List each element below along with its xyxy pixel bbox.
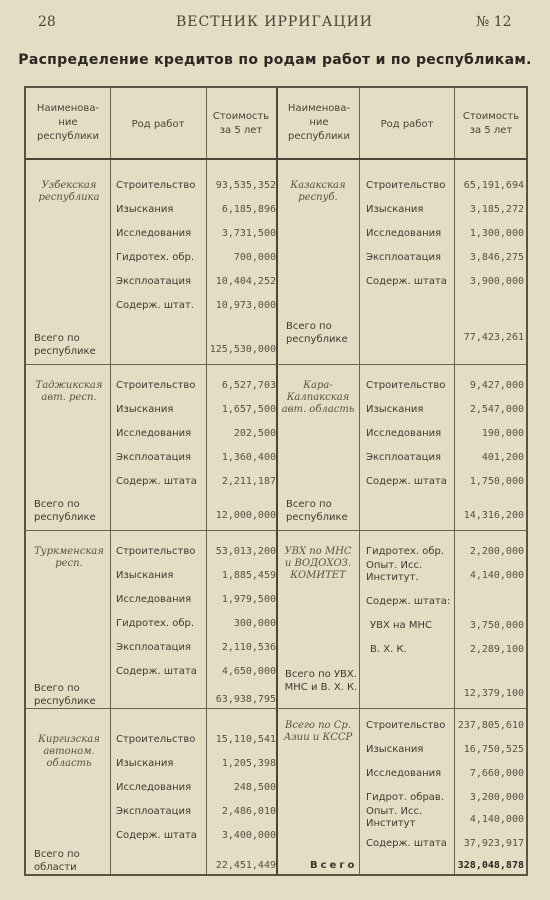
republic-name: УВХ по МНС и ВОДОХОЗ. КОМИТЕТ — [284, 546, 352, 581]
republic-name: Туркменская респ. — [34, 546, 104, 569]
work-type: Гидрот. обрав. — [366, 792, 444, 803]
col-header-name-right: Наименова-ние республики — [287, 103, 351, 142]
total-value: 12,000,000 — [215, 510, 276, 521]
table-title: Распределение кредитов по родам работ и по республикам. — [18, 52, 532, 68]
cost-value: 1,885,459 — [221, 570, 276, 581]
total-label: Всего по республике — [34, 683, 96, 707]
work-type: Исследования — [366, 428, 442, 439]
work-type: Изыскания — [116, 404, 174, 415]
total-value: 63,938,795 — [215, 694, 276, 705]
work-type: Содерж. штата — [116, 830, 197, 841]
section-rule — [26, 708, 526, 709]
running-header — [0, 14, 550, 36]
republic-name: Киргизская автоном. область — [38, 734, 100, 769]
work-type: Строительство — [366, 720, 446, 731]
cost-value: 15,110,541 — [215, 734, 276, 745]
cost-value: 1,979,500 — [221, 594, 276, 605]
cost-value: 7,660,000 — [469, 768, 524, 779]
work-type: Содерж. штата — [116, 476, 197, 487]
cost-value: 190,000 — [481, 428, 524, 439]
total-label: Всего по республике — [286, 499, 348, 523]
center-rule — [276, 88, 278, 874]
work-type: Изыскания — [116, 570, 174, 581]
cost-value: 2,200,000 — [469, 546, 524, 557]
cost-value: 1,300,000 — [469, 228, 524, 239]
republic-name: Казакская респуб. — [290, 180, 346, 203]
work-type: Изыскания — [366, 204, 424, 215]
cost-value: 1,360,400 — [221, 452, 276, 463]
total-label: Всего по республике — [34, 333, 96, 357]
cost-value: 3,750,000 — [469, 620, 524, 631]
work-type: Изыскания — [116, 204, 174, 215]
cost-value: 1,657,500 — [221, 404, 276, 415]
work-type: Строительство — [366, 380, 446, 391]
column-rule — [110, 88, 111, 874]
cost-value: 93,535,352 — [215, 180, 276, 191]
cost-value: 6,527,703 — [221, 380, 276, 391]
work-type: Эксплоатация — [116, 452, 191, 463]
total-label: Всего по республике — [286, 321, 348, 345]
work-type: УВХ на МНС — [370, 620, 432, 631]
cost-value: 700,000 — [233, 252, 276, 263]
total-value: 125,530,000 — [209, 344, 276, 355]
cost-value: 3,400,000 — [221, 830, 276, 841]
issue-number: № 12 — [476, 14, 512, 30]
work-type: Изыскания — [116, 758, 174, 769]
work-type: Эксплоатация — [116, 276, 191, 287]
total-label: Всего по области — [34, 849, 80, 873]
cost-value: 3,185,272 — [469, 204, 524, 215]
grand-total-value: 328,048,878 — [457, 860, 524, 871]
work-type: Исследования — [116, 782, 192, 793]
republic-name: Всего по Ср. Азии и КССР — [283, 720, 353, 743]
work-type: Строительство — [116, 734, 196, 745]
cost-value: 2,110,536 — [221, 642, 276, 653]
col-header-cost-right: Стоимость за 5 лет — [462, 111, 520, 136]
work-type: Исследования — [116, 228, 192, 239]
work-type: Строительство — [366, 180, 446, 191]
cost-value: 6,185,896 — [221, 204, 276, 215]
work-type: Изыскания — [366, 404, 424, 415]
cost-value: 2,289,100 — [469, 644, 524, 655]
cost-value: 3,731,500 — [221, 228, 276, 239]
work-type: Содерж. штата — [366, 276, 447, 287]
work-type: Содерж. штата — [366, 476, 447, 487]
cost-value: 202,500 — [233, 428, 276, 439]
republic-name: Кара-Калпакская авт. область — [281, 380, 355, 415]
section-rule — [26, 364, 526, 365]
work-type: Эксплоатация — [116, 806, 191, 817]
grand-total-label: Всего — [310, 860, 358, 871]
cost-value: 3,846,275 — [469, 252, 524, 263]
col-header-cost-left: Стоимость за 5 лет — [212, 111, 270, 136]
work-type: Содерж. штат. — [116, 300, 194, 311]
cost-value: 2,486,010 — [221, 806, 276, 817]
cost-value: 16,750,525 — [463, 744, 524, 755]
cost-value: 2,547,000 — [469, 404, 524, 415]
republic-name: Таджикская авт. респ. — [35, 380, 103, 403]
cost-value: 10,404,252 — [215, 276, 276, 287]
total-value: 14,316,200 — [463, 510, 524, 521]
work-type: Исследования — [366, 768, 442, 779]
cost-value: 4,140,000 — [469, 570, 524, 581]
work-type: Изыскания — [366, 744, 424, 755]
cost-value: 10,973,000 — [215, 300, 276, 311]
total-value: 22,451,449 — [215, 860, 276, 871]
cost-value: 1,205,398 — [221, 758, 276, 769]
cost-value: 248,500 — [233, 782, 276, 793]
work-type: Гидротех. обр. — [116, 618, 195, 629]
cost-value: 9,427,000 — [469, 380, 524, 391]
work-type: Опыт. Исс. Институт — [366, 806, 423, 829]
work-type: Исследования — [116, 428, 192, 439]
total-label: Всего по республике — [34, 499, 96, 523]
section-rule — [26, 530, 526, 531]
cost-value: 4,140,000 — [469, 814, 524, 825]
cost-value: 1,750,000 — [469, 476, 524, 487]
work-type: Эксплоатация — [366, 452, 441, 463]
cost-value: 4,650,000 — [221, 666, 276, 677]
cost-value: 401,200 — [481, 452, 524, 463]
cost-value: 3,900,000 — [469, 276, 524, 287]
work-type: Содерж. штата: — [366, 596, 451, 607]
col-header-work-left: Род работ — [131, 119, 185, 130]
cost-value: 37,923,917 — [463, 838, 524, 849]
work-type: Содерж. штата — [366, 838, 447, 849]
cost-value: 53,013,200 — [215, 546, 276, 557]
col-header-work-right: Род работ — [380, 119, 434, 130]
page-number: 28 — [38, 14, 56, 30]
cost-value: 237,805,610 — [457, 720, 524, 731]
work-type: В. Х. К. — [370, 644, 407, 655]
republic-name: Узбекская республика — [38, 180, 100, 203]
work-type: Строительство — [116, 380, 196, 391]
cost-value: 3,200,000 — [469, 792, 524, 803]
total-label: Всего по УВХ. МНС и В. Х. К. — [284, 669, 358, 693]
work-type: Исследования — [116, 594, 192, 605]
cost-value: 2,211,187 — [221, 476, 276, 487]
work-type: Эксплоатация — [116, 642, 191, 653]
work-type: Гидротех. обр. — [116, 252, 195, 263]
work-type: Исследования — [366, 228, 442, 239]
work-type: Строительство — [116, 180, 196, 191]
work-type: Гидротех. обр. — [366, 546, 445, 557]
total-value: 12,379,100 — [463, 688, 524, 699]
cost-value: 65,191,694 — [463, 180, 524, 191]
work-type: Опыт. Исс. Институт. — [366, 560, 423, 583]
work-type: Содерж. штата — [116, 666, 197, 677]
work-type: Эксплоатация — [366, 252, 441, 263]
column-rule — [359, 88, 360, 874]
cost-value: 300,000 — [233, 618, 276, 629]
col-header-name-left: Наименова-ние республики — [36, 103, 100, 142]
header-rule — [26, 158, 526, 160]
total-value: 77,423,261 — [463, 332, 524, 343]
work-type: Строительство — [116, 546, 196, 557]
journal-title: ВЕСТНИК ИРРИГАЦИИ — [176, 14, 374, 30]
